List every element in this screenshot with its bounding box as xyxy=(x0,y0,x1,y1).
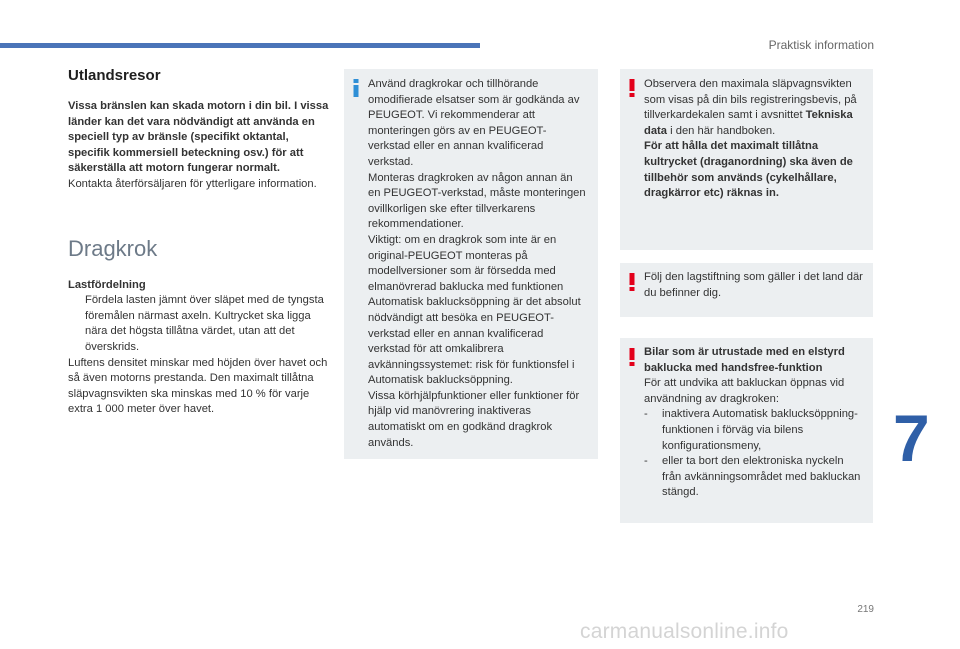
chapter-number: 7 xyxy=(893,401,930,475)
load-bullet xyxy=(68,293,330,355)
page-header-title: Praktisk information xyxy=(768,38,874,52)
legislation-text: Följ den lagstiftning som gäller i det land där du befinner dig. xyxy=(644,271,863,299)
warning-icon xyxy=(626,78,638,98)
section-title: Utlandsresor xyxy=(68,67,161,84)
warning-box-tailgate xyxy=(620,338,873,523)
bullet-icon xyxy=(68,293,85,355)
fuel-warning-text: Vissa bränslen kan skada motorn i din bil. I vissa länder kan det vara nödvändigt att använda en speciell typ av bränsle (specifikt oktantal, specifik kommersiell beteckning osv.) för att säkerställa att motorn fungerar normalt. xyxy=(68,100,329,175)
towing-weight-text: Observera den maximala släpvagnsvikten som visas på din bils registreringsbevis, på tillverkardekalen samt i avsnittet Tekniska data i den här handboken. xyxy=(644,78,857,137)
load-distribution-title: Lastfördelning xyxy=(68,278,146,291)
technical-data-ref: Tekniska data xyxy=(644,109,853,137)
info-icon xyxy=(350,78,362,98)
warning-box-legislation xyxy=(620,263,873,317)
info-paragraph: Använd dragkrokar och tillhörande omodifierade elsatser som är godkända av PEUGEOT. Vi rekommenderar att monteringen görs av en PEUGEOT-verkstad eller en annan kvalificerad verkstad. xyxy=(368,78,580,168)
tailgate-intro: För att undvika att bakluckan öppnas vid användning av dragkroken: xyxy=(644,377,845,405)
page-number: 219 xyxy=(857,604,874,615)
info-paragraph: Monteras dragkroken av någon annan än en PEUGEOT-verkstad, måste monteringen ovillkorligen ske efter tillverkarens rekommendationer. xyxy=(368,171,586,231)
list-item: - eller ta bort den elektroniska nyckeln från avkänningsområdet med bakluckan stängd. xyxy=(644,455,861,499)
watermark: carmanualsonline.info xyxy=(580,620,789,643)
warning-icon xyxy=(626,347,638,367)
left-column xyxy=(68,66,330,418)
info-paragraph: Vissa körhjälpfunktioner eller funktioner för hjälp vid manövrering inaktiveras automatiskt om en godkänd dragkrok används. xyxy=(368,389,580,449)
towball-load-text: För att hålla det maximalt tillåtna kultrycket (draganordning) ska även de tillbehör som används (cykelhållare, dragkärror etc) räknas in. xyxy=(644,140,853,200)
air-density-text: Luftens densitet minskar med höjden över havet och så även motorns prestanda. Den maximalt tillåtna släpvagnsvikten ska minskas med 10 % för varje extra 1 000 meter över havet. xyxy=(68,356,328,416)
fuel-contact-text: Kontakta återförsäljaren för ytterligare information. xyxy=(68,177,317,190)
list-item: - inaktivera Automatisk baklucksöppning-funktionen i förväg via bilens konfigurationsmeny, xyxy=(644,408,858,452)
warning-box-towing-weight xyxy=(620,69,873,250)
info-paragraph: Viktigt: om en dragkrok som inte är en original-PEUGEOT monteras på modellversioner som är försedda med elmanövrerad baklucka med funktionen Automatisk baklucksöppning är det absolut nödvändigt att besöka en PEUGEOT-verkstad eller en annan kvalificerad verkstad för att omkalibrera avkänningssystemet: risk för funktionsfel i Automatisk baklucksöppning. xyxy=(368,233,581,387)
load-bullet-text: Fördela lasten jämnt över släpet med de tyngsta föremålen närmast axeln. Kultrycket ska ligga nära det högsta tillåtna värdet, utan att det överskrids. xyxy=(85,294,324,353)
warning-icon xyxy=(626,272,638,292)
header-accent-bar xyxy=(0,43,480,48)
chapter-heading: Dragkrok xyxy=(68,235,158,261)
tailgate-title: Bilar som är utrustade med en elstyrd baklucka med handsfree-funktion xyxy=(644,346,845,374)
info-box xyxy=(344,69,598,459)
